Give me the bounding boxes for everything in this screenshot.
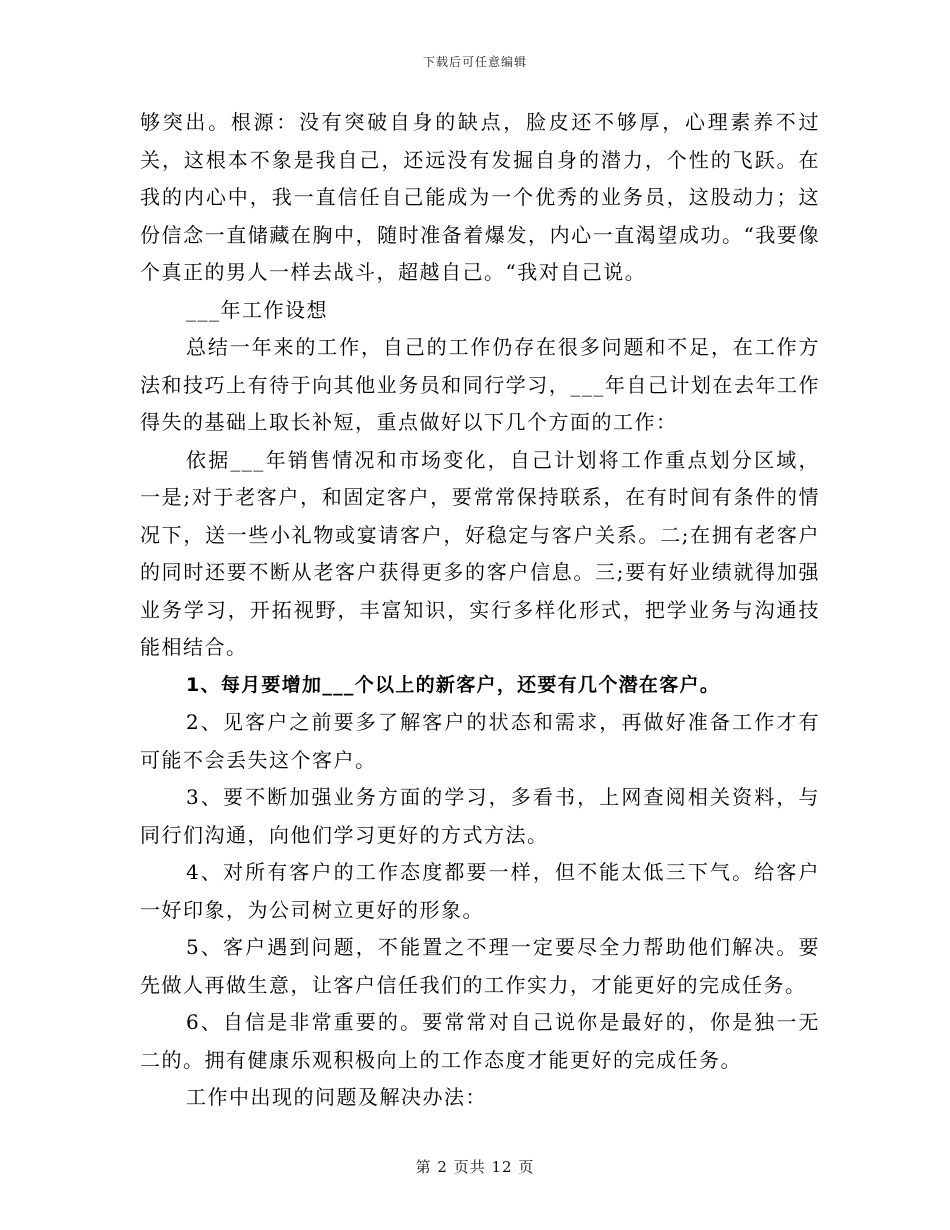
paragraph-continuation: 够突出。根源：没有突破自身的缺点，脸皮还不够厚，心理素养不过关，这根本不象是我自己，还远没有发掘自身的潜力，个性的飞跃。在我的内心中，我一直信任自己能成为一个优秀的业务员，这股动力；这份信念一直储藏在胸中，随时准备着爆发，内心一直渴望成功。“我要像个真正的男人一样去战斗，超越自己。“我对自己说。 <box>140 110 820 284</box>
document-body <box>140 104 820 1117</box>
list-item-6: 6、自信是非常重要的。要常常对自己说你是最好的，你是独一无二的。拥有健康乐观积极向上的工作态度才能更好的完成任务。 <box>140 1010 820 1072</box>
list-item-5: 5、客户遇到问题，不能置之不理一定要尽全力帮助他们解决。要先做人再做生意，让客户信任我们的工作实力，才能更好的完成任务。 <box>140 935 820 997</box>
list-item-3: 3、要不断加强业务方面的学习，多看书，上网查阅相关资料，与同行们沟通，向他们学习更好的方式方法。 <box>140 785 820 847</box>
page-header: 下载后可任意编辑 <box>422 55 527 69</box>
list-item-2: 2、见客户之前要多了解客户的状态和需求，再做好准备工作才有可能不会丢失这个客户。 <box>140 710 820 772</box>
section-heading: ___年工作设想 <box>186 297 328 322</box>
paragraph-summary: 总结一年来的工作，自己的工作仍存在很多问题和不足，在工作方法和技巧上有待于向其他业务员和同行学习，___年自己计划在去年工作得失的基础上取长补短，重点做好以下几个方面的工作： <box>140 335 820 434</box>
list-item-4: 4、对所有客户的工作态度都要一样，但不能太低三下气。给客户一好印象，为公司树立更好的形象。 <box>140 860 820 922</box>
page-footer: 第 2 页共 12 页 <box>415 1158 535 1176</box>
section-heading-problems: 工作中出现的问题及解决办法： <box>186 1085 487 1109</box>
list-item-1: 1、每月要增加___个以上的新客户，还要有几个潜在客户。 <box>186 673 721 696</box>
paragraph-plan: 依据___年销售情况和市场变化，自己计划将工作重点划分区域，一是;对于老客户，和固定客户，要常常保持联系，在有时间有条件的情况下，送一些小礼物或宴请客户，好稳定与客户关系。二;在拥有老客户的同时还要不断从老客户获得更多的客户信息。三;要有好业绩就得加强业务学习，开拓视野，丰富知识，实行多样化形式，把学业务与沟通技能相结合。 <box>140 447 820 659</box>
